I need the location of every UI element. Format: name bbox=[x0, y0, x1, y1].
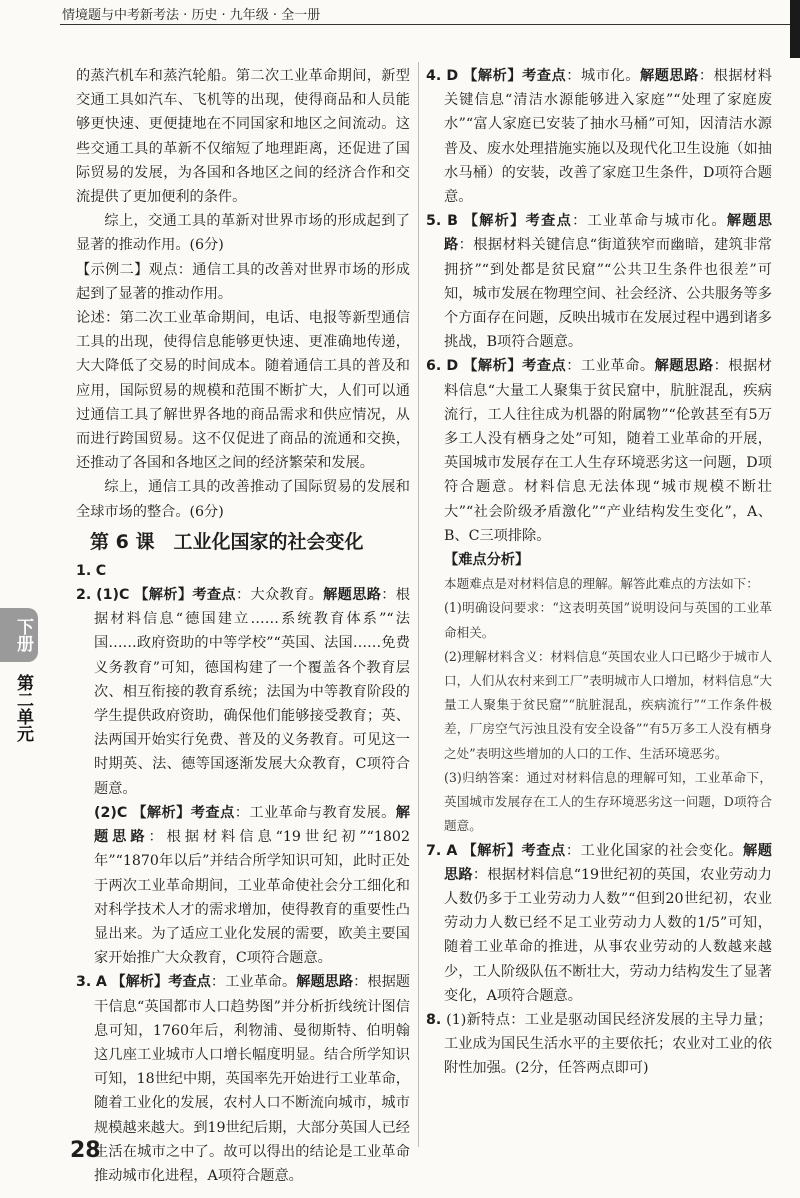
answer-1: 1. C bbox=[76, 562, 107, 579]
page-number: 28 bbox=[70, 1138, 101, 1163]
answer-7: 7. A 【解析】考查点：工业化国家的社会变化。解题思路：根据材料信息“19世纪初的英国，农业劳动力人数仍多于工业劳动力人数”“但到20世纪初，农业劳动力人数已经不足工业劳动力人数的1/5”可知，随着工业革命的推进，从事农业劳动的人数越来越少，工人阶级队伍不断壮大，劳动力结构发生了显著变化，A项符合题意。 bbox=[426, 842, 772, 1004]
difficulty-step-1: (1)明确设问要求：“这表明英国”说明设问与英国的工业革命相关。 bbox=[444, 600, 772, 640]
side-tab-unit: 第二单元 bbox=[13, 674, 33, 742]
left-column bbox=[76, 64, 410, 1188]
answer-2-part-1: 2. (1)C 【解析】考查点：大众教育。解题思路：根据材料信息“德国建立……系统教育体系”“法国……政府资助的中等学校”“英国、法国……免费义务教育”可知，德国构建了一个覆盖各个教育层次、相互衔接的教育系统；法国为中等教育阶段的学生提供政府资助，确保他们能够接受教育；英、法两国开始实行免费、普及的义务教育。可见这一时期英、法、德等国逐渐发展大众教育，C项符合题意。 bbox=[76, 587, 410, 797]
paragraph: 综上，交通工具的革新对世界市场的形成起到了显著的推动作用。(6分) bbox=[76, 213, 410, 254]
difficulty-analysis-title: 【难点分析】 bbox=[444, 552, 530, 569]
paragraph: 的蒸汽机车和蒸汽轮船。第二次工业革命期间，新型交通工具如汽车、飞机等的出现，使得商品和人员能够更快速、更便捷地在不同国家和地区之间流动。这些交通工具的革新不仅缩短了地理距离，还促进了国际贸易的发展，为各国和各地区之间的经济合作和交流提供了更加便利的条件。 bbox=[76, 68, 410, 206]
paragraph: 论述：第二次工业革命期间，电话、电报等新型通信工具的出现，使得信息能够更快速、更准确地传递，大大降低了交易的时间成本。随着通信工具的普及和应用，国际贸易的规模和范围不断扩大，人们可以通过通信工具了解世界各地的商品需求和供应情况，从而进行跨国贸易。这不仅促进了商品的流通和交换，还推动了各国和各地区之间的经济繁荣和发展。 bbox=[76, 310, 410, 472]
difficulty-step-3: (3)归纳答案：通过对材料信息的理解可知，工业革命下，英国城市发展存在工人的生存环境恶劣这一问题，D项符合题意。 bbox=[444, 769, 772, 834]
side-tab-volume: 下册 bbox=[0, 608, 38, 662]
answer-8: 8. (1)新特点：工业是驱动国民经济发展的主导力量；工业成为国民生活水平的主要依托；农业对工业的依附性加强。(2分，任答两点即可) bbox=[426, 1011, 772, 1077]
page-corner-mark bbox=[790, 0, 800, 58]
difficulty-intro: 本题难点是对材料信息的理解。解答此难点的方法如下： bbox=[444, 576, 759, 592]
answer-2-part-2: (2)C 【解析】考查点：工业革命与教育发展。解题思路：根据材料信息“19世纪初”“1802年”“1870年以后”并结合所学知识可知，此时正处于两次工业革命期间，工业革命使社会分工细化和对科学技术人才的需求增加，使得教育的重要性凸显出来。为了适应工业化发展的需要，欧美主要国家开始推广大众教育，C项符合题意。 bbox=[94, 804, 410, 967]
difficulty-step-2: (2)理解材料含义：材料信息“英国农业人口已略少于城市人口，人们从农村来到工厂”表明城市人口增加，材料信息“大量工人聚集于贫民窟”“肮脏混乱，疾病流行”“工作条件极差，厂房空气污浊且没有安全设备”“有5万多工人没有栖身之处”表明这些增加的人口的工作、生活环境恶劣。 bbox=[444, 648, 772, 761]
right-column bbox=[426, 64, 772, 1081]
paragraph: 【示例二】观点：通信工具的改善对世界市场的形成起到了显著的推动作用。 bbox=[76, 261, 410, 302]
column-divider bbox=[418, 62, 419, 1147]
difficulty-analysis bbox=[426, 548, 772, 838]
answer-5: 5. B 【解析】考查点：工业革命与城市化。解题思路：根据材料关键信息“街道狭窄而幽暗，建筑非常拥挤”“到处都是贫民窟”“公共卫生条件也很差”可知，城市发展在物理空间、社会经济、公共服务等多个方面存在问题，反映出城市在发展过程中遇到诸多挑战，B项符合题意。 bbox=[426, 213, 772, 351]
answer-4: 4. D 【解析】考查点：城市化。解题思路：根据材料关键信息“清洁水源能够进入家庭”“处理了家庭废水”“富人家庭已安装了抽水马桶”可知，因清洁水源普及、废水处理措施实施以及现代化卫生设施（如抽水马桶）的安装，改善了家庭卫生条件，D项符合题意。 bbox=[426, 68, 772, 206]
paragraph: 综上，通信工具的改善推动了国际贸易的发展和全球市场的整合。(6分) bbox=[76, 479, 410, 520]
header-rule bbox=[60, 24, 790, 25]
lesson-title: 第 6 课 工业化国家的社会变化 bbox=[90, 530, 364, 553]
running-header: 情境题与中考新考法 · 历史 · 九年级 · 全一册 bbox=[62, 8, 321, 23]
answer-6: 6. D 【解析】考查点：工业革命。解题思路：根据材料信息“大量工人聚集于贫民窟中，肮脏混乱，疾病流行，工人往往成为机器的附属物”“伦敦甚至有5万多工人没有栖身之处”可知，随着工业革命的开展，英国城市发展存在工人生存环境恶劣这一问题，D项符合题意。材料信息无法体现“城市规模不断壮大”“社会阶级矛盾激化”“产业结构发生变化”，A、B、C三项排除。 bbox=[426, 358, 772, 544]
answer-3: 3. A 【解析】考查点：工业革命。解题思路：根据题干信息“英国都市人口趋势图”并分析折线统计图信息可知，1760年后，利物浦、曼彻斯特、伯明翰这几座工业城市人口增长幅度明显。结合所学知识可知，18世纪中期，英国率先开始进行工业革命，随着工业化的发展，农村人口不断流向城市，城市规模越来越大。到19世纪后期，大部分英国人已经生活在城市之中了。故可以得出的结论是工业革命推动城市化进程，A项符合题意。 bbox=[76, 974, 410, 1184]
